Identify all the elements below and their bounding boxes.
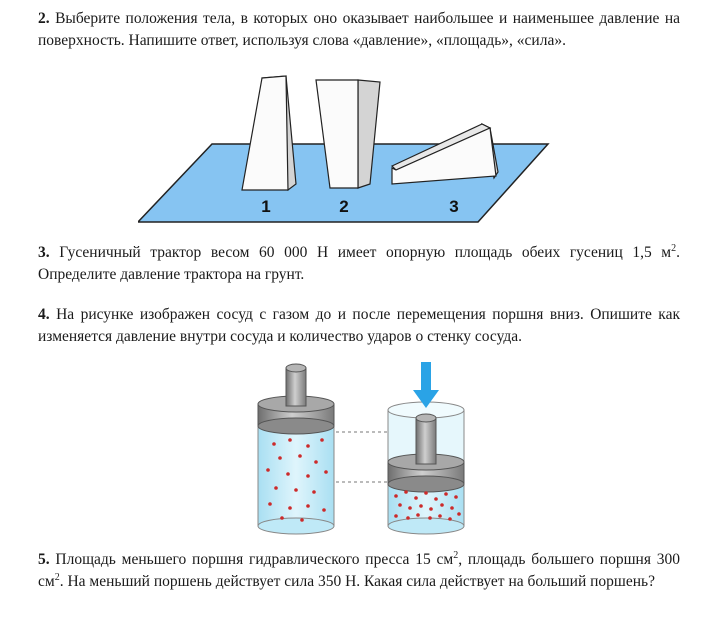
blocks-figure [138,72,550,224]
task-3-sup: 2 [671,242,677,254]
task-5-text-2: , площадь большего поршня 300 см [38,551,680,590]
task-5 [38,549,680,593]
task-4-number: 4. [38,306,50,323]
task-5-number: 5. [38,551,50,568]
task-3-number: 3. [38,244,50,261]
task-5-text-1: Площадь меньшего поршня гидравлического пресса 15 см [55,551,454,568]
vessel-before [258,364,334,534]
right-piston-bottom [388,476,464,492]
left-bottom [258,518,334,534]
left-rod [286,368,306,406]
label-2: 2 [339,197,349,216]
task-5-sup-2: 2 [54,571,60,583]
task-5-sup-1: 2 [453,549,459,561]
task-3-text: Гусеничный трактор весом 60 000 Н имеет опорную площадь обеих гусениц 1,5 м [59,244,672,261]
task-3-text-end: . Определите давление трактора на грунт. [38,244,680,283]
block-1-front [242,76,288,190]
right-bottom [388,518,464,534]
down-arrow-icon [413,362,439,408]
gas-vessels-figure [250,360,472,540]
task-2-text: Выберите положения тела, в которых оно оказывает наибольшее и наименьшее давление на поверхность. Напишите ответ, используя слова «давление», «площадь», «сила». [38,10,680,49]
label-3: 3 [449,197,459,216]
left-rod-top [286,364,306,372]
vessel-after [388,362,464,534]
task-4 [38,304,680,348]
label-1: 1 [261,197,271,216]
task-2-number: 2. [38,10,50,27]
task-2 [38,8,680,52]
right-rod [416,418,436,464]
task-4-text: На рисунке изображен сосуд с газом до и после перемещения поршня вниз. Опишите как изменяется давление внутри сосуда и количество ударов о стенку сосуда. [38,306,681,345]
task-5-text-3: . На меньший поршень действует сила 350 Н. Какая сила действует на больший поршень? [59,573,655,590]
task-3 [38,242,680,286]
right-rod-top [416,414,436,422]
left-piston-bottom [258,418,334,434]
